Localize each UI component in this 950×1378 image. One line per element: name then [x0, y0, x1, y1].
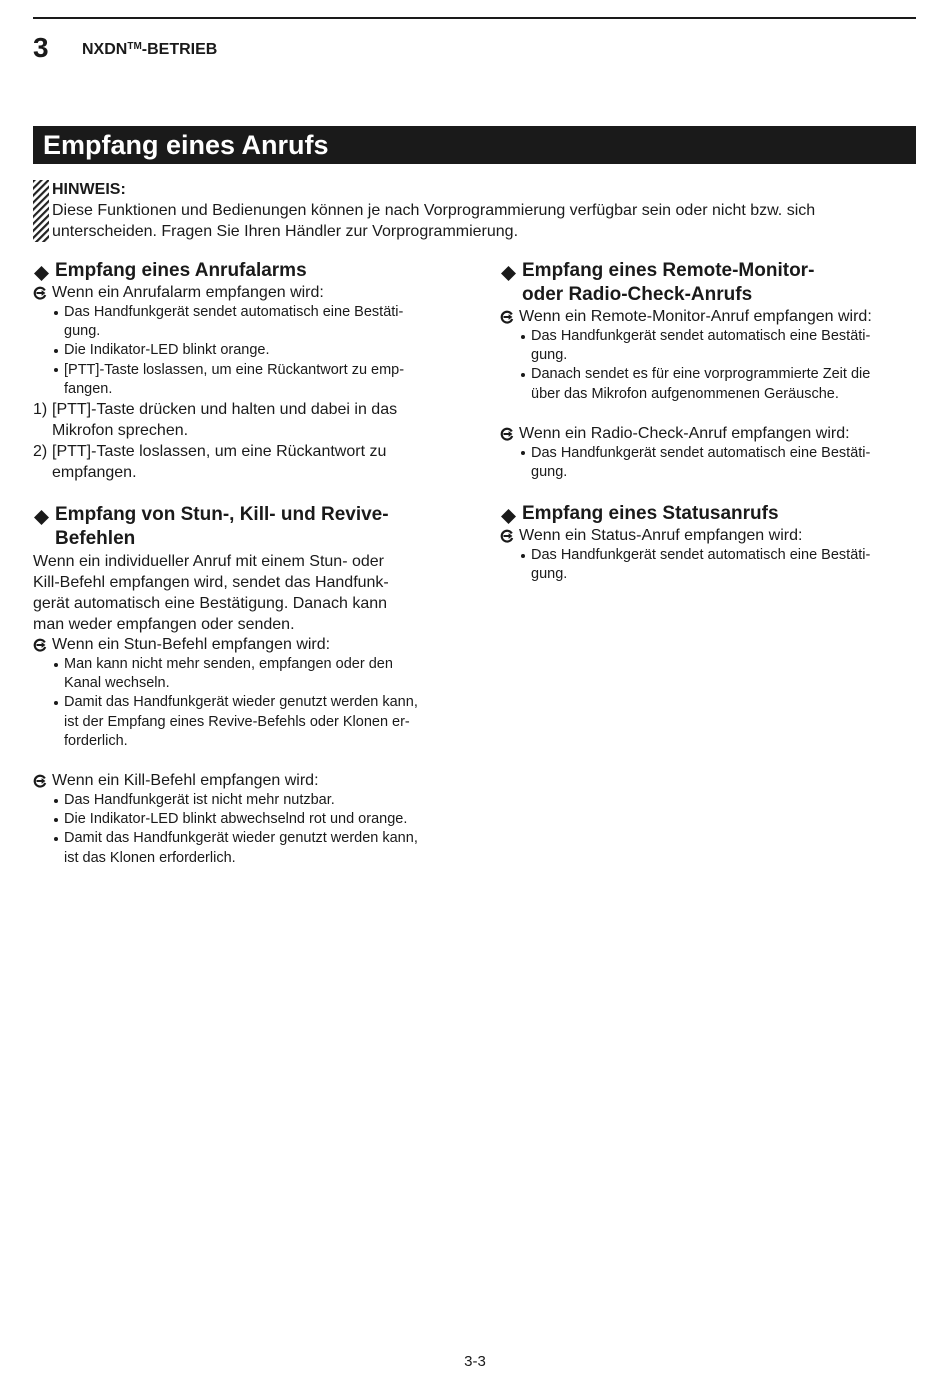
note-line: Diese Funktionen und Bedienungen können je nach Vorprogrammierung verfügbar sein oder nicht bzw. sich: [52, 202, 816, 219]
condition-line: [33, 771, 473, 791]
text-line: Befehlen: [55, 528, 136, 550]
bullet-icon: [54, 663, 58, 667]
text-line: Danach sendet es für eine vorprogrammierte Zeit die: [531, 366, 871, 383]
circled-arrow-icon: [500, 529, 514, 543]
subsection-heading: [500, 259, 916, 307]
text-line: fangen.: [64, 380, 113, 397]
left-column: [33, 259, 473, 868]
text-line: Empfang eines Remote-Monitor-: [522, 260, 815, 281]
numbered-step: [33, 399, 473, 441]
text-line: gerät automatisch eine Bestätigung. Danach kann: [33, 595, 388, 613]
text-line: Wenn ein Kill-Befehl empfangen wird:: [52, 772, 319, 790]
bullet-icon: [521, 554, 525, 558]
diamond-icon: [501, 507, 516, 522]
bullet-icon: [521, 451, 525, 455]
text-line: ist der Empfang eines Revive-Befehls oder Klonen er-: [64, 713, 410, 730]
bullet-item: [500, 365, 916, 403]
chapter-title-suffix: -BETRIEB: [141, 41, 218, 58]
text-line: oder Radio-Check-Anrufs: [522, 284, 753, 305]
bullet-item: [33, 341, 473, 360]
circled-arrow-icon: [500, 427, 514, 441]
bullet-icon: [54, 368, 58, 372]
bullet-item: [33, 655, 473, 693]
subsection-heading: [33, 259, 473, 283]
circled-arrow-icon: [33, 638, 47, 652]
text-line: ist das Klonen erforderlich.: [64, 849, 236, 866]
bullet-icon: [54, 349, 58, 353]
header-rule: [33, 17, 916, 19]
chapter-number: 3: [33, 32, 49, 63]
bullet-icon: [54, 818, 58, 822]
text-line: empfangen.: [52, 464, 137, 482]
text-line: Wenn ein Radio-Check-Anruf empfangen wird:: [519, 424, 850, 442]
text-line: [PTT]-Taste loslassen, um eine Rückantwort zu: [52, 443, 387, 461]
text-line: gung.: [531, 566, 568, 583]
circled-arrow-icon: [33, 774, 47, 788]
text-line: Damit das Handfunkgerät wieder genutzt werden kann,: [64, 694, 418, 711]
text-line: Wenn ein Stun-Befehl empfangen wird:: [52, 636, 331, 654]
subsection-heading: [500, 502, 916, 526]
bullet-icon: [521, 373, 525, 377]
section-title-bar: [33, 126, 916, 164]
bullet-icon: [521, 335, 525, 339]
text-line: Kanal wechseln.: [64, 675, 170, 692]
text-line: Wenn ein individueller Anruf mit einem Stun- oder: [33, 553, 384, 571]
text-line: Empfang eines Anrufalarms: [55, 260, 307, 281]
text-line: Kill-Befehl empfangen wird, sendet das Handfunk-: [33, 574, 389, 592]
condition-line: [33, 283, 473, 303]
bullet-item: [500, 444, 916, 482]
text-line: Das Handfunkgerät sendet automatisch eine Bestäti-: [64, 304, 404, 320]
condition-line: [500, 526, 916, 546]
text-line: [PTT]-Taste drücken und halten und dabei in das: [52, 401, 398, 419]
text-line: [PTT]-Taste loslassen, um eine Rückantwort zu emp-: [64, 361, 405, 378]
condition-line: [500, 307, 916, 327]
bullet-icon: [54, 837, 58, 841]
body-paragraph: [33, 551, 473, 635]
text-line: gung.: [531, 464, 568, 481]
text-line: man weder empfangen oder senden.: [33, 616, 295, 634]
text-line: Die Indikator-LED blinkt orange.: [64, 342, 270, 359]
bullet-icon: [54, 799, 58, 803]
text-line: forderlich.: [64, 732, 128, 749]
note-block: [52, 179, 815, 242]
bullet-item: [500, 327, 916, 365]
text-line: Wenn ein Status-Anruf empfangen wird:: [519, 527, 803, 545]
text-line: Das Handfunkgerät ist nicht mehr nutzbar.: [64, 792, 335, 809]
bullet-item: [33, 810, 473, 829]
diamond-icon: [34, 264, 49, 279]
text-line: Wenn ein Anrufalarm empfangen wird:: [52, 284, 324, 301]
bullet-icon: [54, 701, 58, 705]
circled-arrow-icon: [500, 310, 514, 324]
bullet-item: [500, 546, 916, 584]
subsection-heading: [33, 503, 473, 551]
bullet-item: [33, 829, 473, 867]
text-line: Das Handfunkgerät sendet automatisch eine Bestäti-: [531, 444, 871, 461]
text-line: Wenn ein Remote-Monitor-Anruf empfangen wird:: [519, 308, 872, 325]
bullet-item: [33, 361, 473, 399]
diamond-icon: [501, 264, 516, 279]
page-number: 3-3: [464, 1353, 486, 1370]
trademark-superscript: TM: [127, 41, 142, 52]
condition-line: [500, 424, 916, 444]
text-line: Man kann nicht mehr senden, empfangen oder den: [64, 656, 393, 673]
bullet-item: [33, 693, 473, 751]
chapter-title-main: NXDN: [82, 41, 128, 58]
text-line: Damit das Handfunkgerät wieder genutzt werden kann,: [64, 830, 418, 847]
hatched-note-icon: [33, 180, 49, 242]
text-line: Das Handfunkgerät sendet automatisch eine Bestäti-: [531, 547, 871, 564]
text-line: Mikrofon sprechen.: [52, 422, 189, 440]
note-line: unterscheiden. Fragen Sie Ihren Händler zur Vorprogrammierung.: [52, 223, 519, 240]
step-number: 1): [33, 401, 48, 419]
text-line: Das Handfunkgerät sendet automatisch eine Bestäti-: [531, 328, 871, 344]
right-column: [500, 259, 916, 585]
section-title: Empfang eines Anrufs: [43, 130, 329, 160]
bullet-icon: [54, 311, 58, 315]
note-label: HINWEIS:: [52, 181, 126, 198]
text-line: Empfang eines Statusanrufs: [522, 503, 779, 525]
diamond-icon: [34, 508, 49, 523]
chapter-title: [82, 40, 217, 62]
text-line: über das Mikrofon aufgenommenen Geräusche.: [531, 385, 839, 402]
text-line: Empfang von Stun-, Kill- und Revive-: [55, 504, 389, 526]
text-line: gung.: [531, 347, 568, 364]
bullet-item: [33, 303, 473, 341]
text-line: gung.: [64, 323, 101, 340]
step-number: 2): [33, 443, 48, 461]
bullet-item: [33, 791, 473, 810]
circled-arrow-icon: [33, 286, 47, 300]
numbered-step: [33, 441, 473, 483]
text-line: Die Indikator-LED blinkt abwechselnd rot und orange.: [64, 811, 408, 828]
condition-line: [33, 635, 473, 655]
